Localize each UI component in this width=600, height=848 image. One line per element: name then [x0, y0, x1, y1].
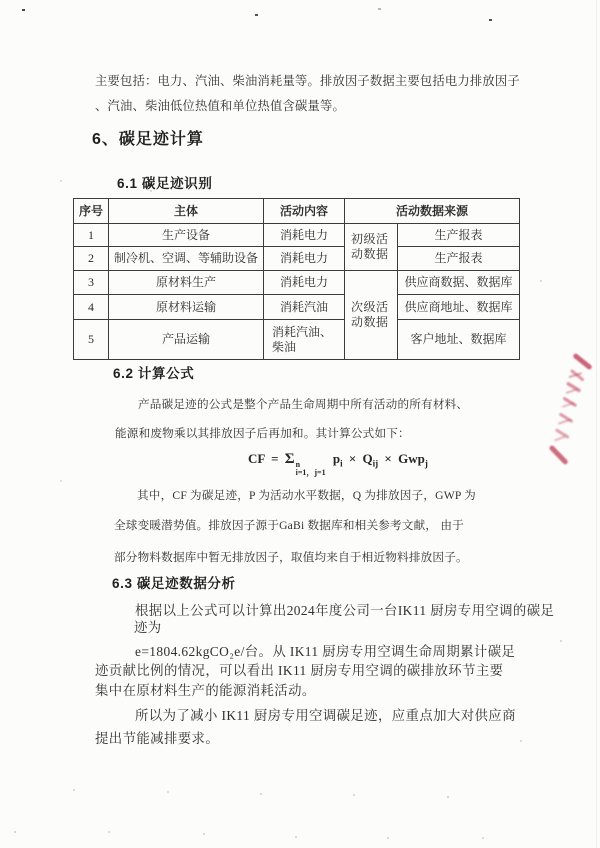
section-heading-6-2: 6.2 计算公式 — [113, 366, 195, 381]
section-heading-6-1: 6.1 碳足迹识别 — [117, 176, 213, 191]
col-header-subject: 主体 — [109, 199, 264, 224]
cell-no: 3 — [74, 271, 109, 295]
cell-subject: 生产设备 — [109, 224, 264, 247]
col-header-no: 序号 — [74, 199, 109, 224]
cell-activity: 消耗汽油、柴油 — [264, 320, 345, 360]
times-operator: × — [348, 451, 357, 466]
col-header-source: 活动数据来源 — [345, 199, 520, 224]
cell-no: 4 — [74, 295, 109, 320]
formula-lhs: CF — [248, 451, 265, 466]
para-line: 提出节能减排要求。 — [95, 731, 220, 746]
cell-source: 客户地址、数据库 — [398, 320, 520, 360]
cell-data-level: 次级活动数据 — [345, 271, 398, 360]
cell-activity: 消耗电力 — [264, 224, 345, 247]
cell-subject: 原材料运输 — [109, 295, 264, 320]
table-header-row — [74, 199, 520, 224]
cell-activity: 消耗电力 — [264, 271, 345, 295]
term-q-sub: ij — [372, 458, 379, 469]
section-heading-6: 6、碳足迹计算 — [92, 131, 204, 148]
red-stamp-fragment — [545, 348, 597, 470]
para-line: 根据以上公式可以计算出2024年度公司一台IK11 厨房专用空调的碳足 — [135, 603, 555, 618]
cell-subject: 制冷机、空调、等辅助设备 — [109, 247, 264, 271]
formula-equals: = — [271, 451, 279, 466]
carbon-identification-table — [73, 198, 520, 360]
cell-activity: 消耗汽油 — [264, 295, 345, 320]
cell-source: 生产报表 — [398, 224, 520, 247]
para-line: 所以为了减小 IK11 厨房专用空调碳足迹，应重点加大对供应商 — [135, 708, 516, 723]
para-line: 产品碳足迹的公式是整个产品生命周期中所有活动的所有材料、 — [138, 398, 469, 411]
sigma-upper-limit: n — [295, 460, 301, 469]
term-q: Q — [362, 451, 373, 466]
cell-subject: 产品运输 — [109, 320, 264, 360]
table-row — [74, 247, 520, 271]
para-line: 其中，CF 为碳足迹，P 为活动水平数据，Q 为排放因子，GWP 为 — [137, 489, 476, 502]
cell-source: 供应商数据、数据库 — [398, 271, 520, 295]
term-p-sub: i — [340, 458, 343, 469]
sigma-lower-limit: i=1，j=1 — [295, 468, 326, 478]
para-line: 能源和废物乘以其排放因子后再加和。其计算公式如下： — [115, 427, 410, 440]
cell-no: 5 — [74, 320, 109, 360]
col-header-activity: 活动内容 — [264, 199, 345, 224]
cell-subject: 原材料生产 — [109, 271, 264, 295]
para-line: 全球变暖潜势值。排放因子源于GaBi 数据库和相关参考文献， 由于 — [114, 519, 464, 532]
intro-line: 主要包括：电力、汽油、柴油消耗量等。排放因子数据主要包括电力排放因子 — [95, 74, 520, 88]
term-p: p — [332, 451, 341, 466]
cell-source: 供应商地址、数据库 — [398, 295, 520, 320]
carbon-footprint-formula — [248, 451, 428, 478]
section-heading-6-3: 6.3 碳足迹数据分析 — [112, 576, 236, 591]
cell-no: 1 — [74, 224, 109, 247]
times-operator: × — [384, 451, 392, 466]
cell-source: 生产报表 — [398, 247, 520, 271]
intro-line: 、汽油、柴油低位热值和单位热值含碳量等。 — [95, 99, 345, 113]
scan-edge-line — [596, 0, 597, 848]
scan-faint-specks — [0, 0, 2, 2]
cell-activity: 消耗电力 — [264, 247, 345, 271]
table-row — [74, 224, 520, 247]
para-line: 部分物料数据库中暂无排放因子，取值均来自于相近物料排放因子。 — [114, 551, 468, 564]
table-row — [74, 320, 520, 360]
cell-no: 2 — [74, 247, 109, 271]
para-line: e=1804.62kgCO₂e/台。从 IK11 厨房专用空调生命周期累计碳足 — [135, 644, 516, 659]
para-line: 迹为 — [134, 620, 162, 635]
table-row — [74, 271, 520, 295]
term-gwp-sub: j — [424, 458, 428, 469]
para-line: 集中在原材料生产的能源消耗活动。 — [95, 683, 316, 698]
cell-data-level: 初级活动数据 — [345, 224, 398, 271]
term-gwp: Gwp — [398, 451, 425, 466]
para-line: 迹贡献比例的情况，可以看出 IK11 厨房专用空调的碳排放环节主要 — [95, 663, 504, 678]
sigma-symbol: Σ — [284, 451, 295, 467]
table-row — [74, 295, 520, 320]
